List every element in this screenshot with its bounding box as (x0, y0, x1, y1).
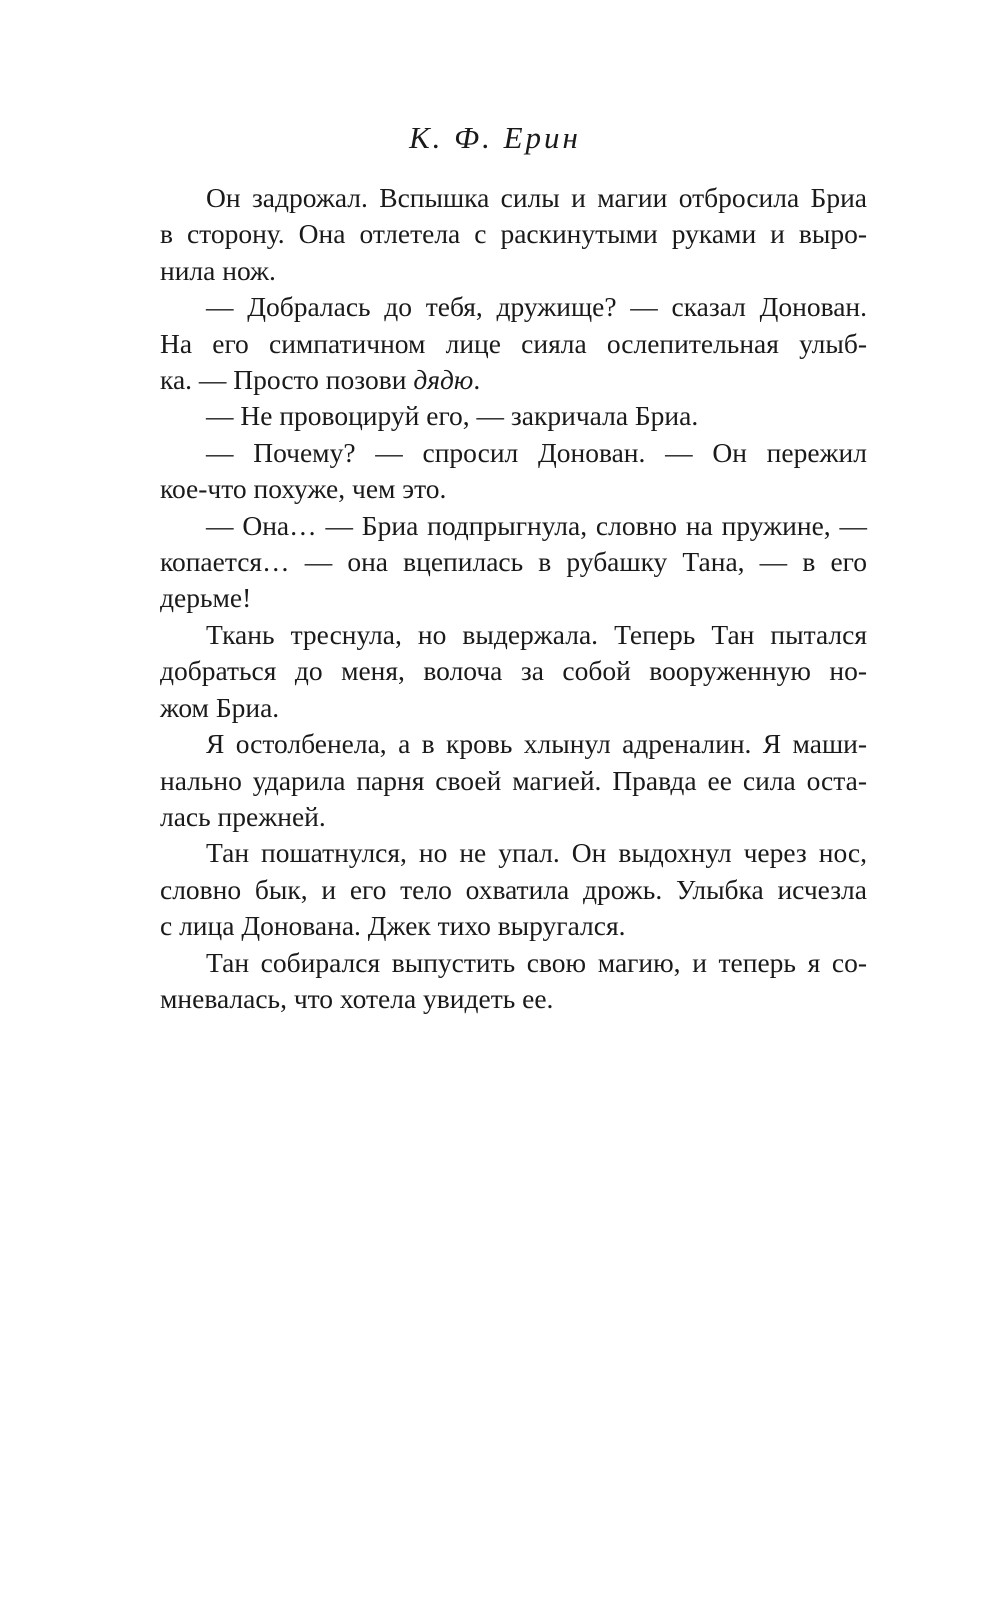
text-line: — Она… — Бриа подпрыгнула, словно на пружине, — (206, 509, 867, 541)
text-run: . (473, 364, 481, 396)
text-line: копается… — она вцепилась в рубашку Тана, — в его (160, 546, 867, 578)
text-line: — Добралась до тебя, дружище? — сказал Донован. (206, 291, 867, 323)
text-line: Тан собирался выпустить свою магию, и теперь я со- (206, 946, 867, 978)
text-line: словно бык, и его тело охватила дрожь. Улыбка исчезла (160, 873, 867, 905)
text-line: — Не провоцируй его, — закричала Бриа. (206, 400, 699, 432)
text-line: с лица Донована. Джек тихо выругался. (160, 910, 626, 942)
text-line (114, 362, 867, 398)
text-run: ка. — Просто позови (160, 364, 414, 396)
text-line: жом Бриа. (160, 691, 280, 723)
text-line: нально ударила парня своей магией. Правда ее сила оста- (160, 764, 867, 796)
paragraph-3 (160, 398, 867, 434)
text-line: Он задрожал. Вспышка силы и магии отбросила Бриа (206, 182, 867, 213)
paragraph-7 (160, 726, 867, 835)
text-line: дерьме! (160, 582, 252, 614)
text-line: лась прежней. (160, 800, 326, 832)
text-line: мневалась, что хотела увидеть ее. (160, 982, 554, 1014)
body-text (160, 180, 867, 1017)
running-header: К. Ф. Ерин (409, 120, 581, 155)
paragraph-9 (160, 945, 867, 1018)
paragraph-4 (160, 435, 867, 508)
text-line: кое-что похуже, чем это. (160, 473, 447, 505)
text-line: в сторону. Она отлетела с раскинутыми руками и выро- (160, 218, 867, 250)
paragraph-8 (160, 835, 867, 944)
paragraph-2 (160, 289, 867, 398)
paragraph-5 (160, 508, 867, 617)
text-line: нила нож. (160, 254, 276, 286)
emphasis-word: дядю (413, 364, 474, 396)
text-line: Ткань треснула, но выдержала. Теперь Тан пытался (206, 618, 867, 650)
text-line: На его симпатичном лице сияла ослепительная улыб- (160, 327, 867, 359)
text-line: добраться до меня, волоча за собой вооруженную но- (160, 655, 867, 687)
paragraph-1 (160, 180, 867, 289)
text-line: Тан пошатнулся, но не упал. Он выдохнул через нос, (206, 837, 867, 869)
text-line: — Почему? — спросил Донован. — Он пережил (206, 436, 867, 468)
text-line: Я остолбенела, а в кровь хлынул адреналин. Я маши- (206, 728, 867, 760)
paragraph-6 (160, 617, 867, 726)
